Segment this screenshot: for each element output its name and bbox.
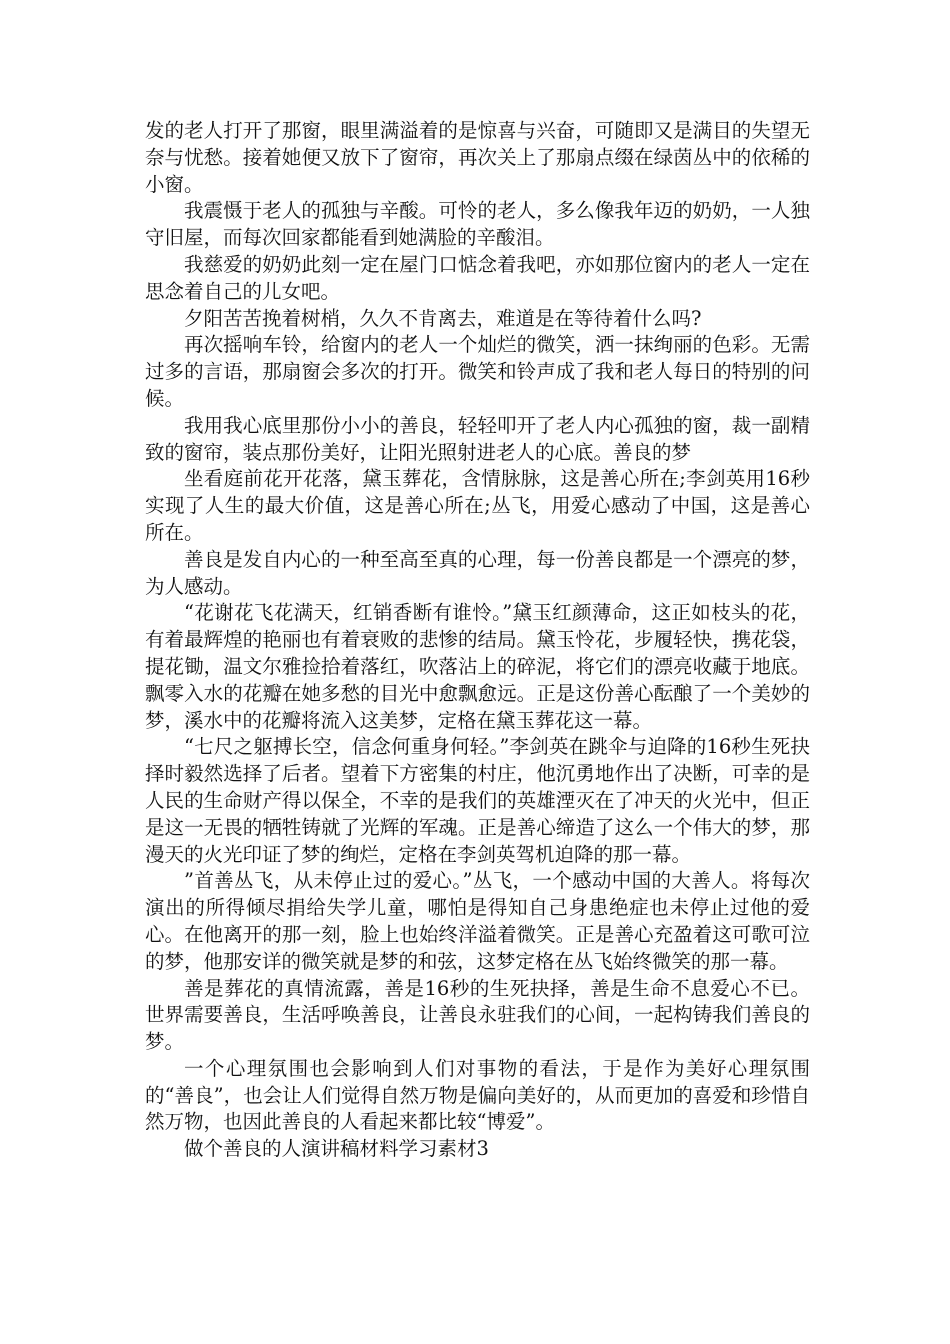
paragraph-grandmother: 我慈爱的奶奶此刻一定在屋门口惦念着我吧，亦如那位窗内的老人一定在思念着自己的儿女吧。 (145, 252, 810, 303)
paragraph-psychology: 一个心理氛围也会影响到人们对事物的看法，于是作为美好心理氛围的“善良”，也会让人们觉得自然万物是偏向美好的，从而更加的喜爱和珍惜自然万物，也因此善良的人看起来都比较“博爱”。 (145, 1056, 810, 1134)
paragraph-examples: 坐看庭前花开花落，黛玉葬花，含情脉脉，这是善心所在;李剑英用16秒实现了人生的最大价值，这是善心所在;丛飞，用爱心感动了中国，这是善心所在。 (145, 467, 810, 544)
document-page (145, 118, 810, 1163)
paragraph-window-opened: 发的老人打开了那窗，眼里满溢着的是惊喜与兴奋，可随即又是满目的失望无奈与忧愁。接着她便又放下了窗帘，再次关上了那扇点缀在绿茵丛中的依稀的小窗。 (145, 119, 810, 196)
paragraph-summary: 善是葬花的真情流露，善是16秒的生死抉择，善是生命不息爱心不已。世界需要善良，生活呼唤善良，让善良永驻我们的心间，一起构铸我们善良的梦。 (145, 976, 810, 1054)
paragraph-bicycle-bell: 再次摇响车铃，给窗内的老人一个灿烂的微笑，洒一抹绚丽的色彩。无需过多的言语，那扇窗会多次的打开。微笑和铃声成了我和老人每日的特别的问候。 (145, 333, 810, 410)
paragraph-cong-fei: ”首善丛飞，从未停止过的爱心。”丛飞，一个感动中国的大善人。将每次演出的所得倾尽捐给失学儿童，哪怕是得知自己身患绝症也未停止过他的爱心。在他离开的那一刻，脸上也始终洋溢着微笑。正是善心充盈着这可歌可泣的梦，他那安详的微笑就是梦的和弦，这梦定格在丛飞始终微笑的那一幕。 (145, 869, 810, 973)
paragraph-sunset: 夕阳苦苦挽着树梢，久久不肯离去，难道是在等待着什么吗? (184, 306, 702, 330)
paragraph-daiyu: “花谢花飞花满天，红销香断有谁怜。”黛玉红颜薄命，这正如枝头的花，有着最辉煌的艳丽也有着衰败的悲惨的结局。黛玉怜花，步履轻快，携花袋，提花锄，温文尔雅捡拾着落红，吹落沾上的碎泥，将它们的漂亮收藏于地底。飘零入水的花瓣在她多愁的目光中愈飘愈远。正是这份善心酝酿了一个美妙的梦，溪水中的花瓣将流入这美梦，定格在黛玉葬花这一幕。 (145, 601, 810, 732)
paragraph-li-jianying: “七尺之躯搏长空，信念何重身何轻。”李剑英在跳伞与迫降的16秒生死抉择时毅然选择了后者。望着下方密集的村庄，他沉勇地作出了决断，可幸的是人民的生命财产得以保全，不幸的是我们的英雄湮灭在了冲天的火光中，但正是这一无畏的牺牲铸就了光辉的军魂。正是善心缔造了这么一个伟大的梦，那漫天的火光印证了梦的绚烂，定格在李剑英驾机迫降的那一幕。 (145, 735, 810, 866)
paragraph-kindness-dream: 善良是发自内心的一种至高至真的心理，每一份善良都是一个漂亮的梦，为人感动。 (145, 547, 810, 598)
paragraph-loneliness: 我震慑于老人的孤独与辛酸。可怜的老人，多么像我年迈的奶奶，一人独守旧屋，而每次回家都能看到她满脸的辛酸泪。 (145, 199, 810, 250)
section-heading: 做个善良的人演讲稿材料学习素材3 (184, 1137, 489, 1161)
paragraph-kindness-window: 我用我心底里那份小小的善良，轻轻叩开了老人内心孤独的窗，裁一副精致的窗帘，装点那份美好，让阳光照射进老人的心底。善良的梦 (145, 413, 810, 464)
